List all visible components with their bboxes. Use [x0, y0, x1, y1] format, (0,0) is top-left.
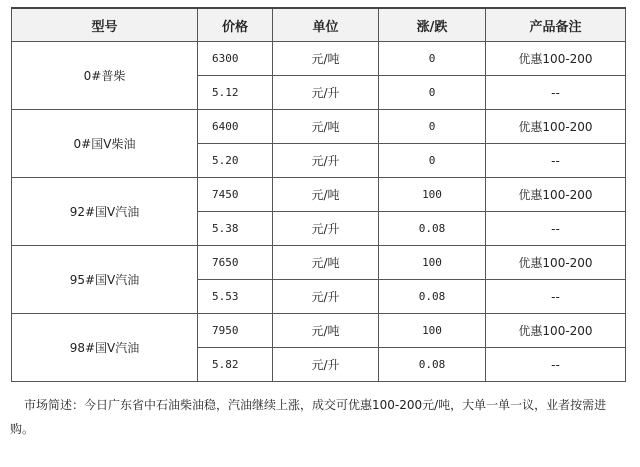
- cell-note: 优惠100-200: [486, 178, 626, 212]
- cell-note: --: [486, 76, 626, 110]
- market-summary: 市场简述：今日广东省中石油柴油稳，汽油继续上涨，成交可优惠100-200元/吨，大单一单一议，业者按需进购。: [10, 398, 607, 436]
- cell-unit: 元/吨: [273, 42, 379, 76]
- cell-price: 7450: [198, 178, 273, 212]
- cell-unit: 元/升: [273, 212, 379, 246]
- cell-model: 98#国V汽油: [12, 314, 198, 382]
- header-model: 型号: [12, 8, 198, 42]
- table-row: [12, 42, 626, 76]
- cell-unit: 元/吨: [273, 314, 379, 348]
- cell-change: 0: [379, 144, 486, 178]
- cell-unit: 元/升: [273, 348, 379, 382]
- cell-note: 优惠100-200: [486, 110, 626, 144]
- cell-price: 6300: [198, 42, 273, 76]
- table-row: [12, 246, 626, 280]
- cell-price: 5.38: [198, 212, 273, 246]
- cell-note: 优惠100-200: [486, 246, 626, 280]
- cell-model: 92#国V汽油: [12, 178, 198, 246]
- cell-price: 5.82: [198, 348, 273, 382]
- cell-note: 优惠100-200: [486, 42, 626, 76]
- cell-note: --: [486, 144, 626, 178]
- cell-note: --: [486, 212, 626, 246]
- price-table: [11, 7, 626, 382]
- cell-unit: 元/升: [273, 144, 379, 178]
- cell-model: 0#普柴: [12, 42, 198, 110]
- header-change: 涨/跌: [379, 8, 486, 42]
- cell-unit: 元/吨: [273, 246, 379, 280]
- cell-unit: 元/吨: [273, 178, 379, 212]
- cell-price: 6400: [198, 110, 273, 144]
- table-row: [12, 110, 626, 144]
- cell-price: 7650: [198, 246, 273, 280]
- cell-change: 100: [379, 178, 486, 212]
- cell-note: --: [486, 348, 626, 382]
- cell-change: 100: [379, 246, 486, 280]
- cell-price: 5.53: [198, 280, 273, 314]
- cell-note: 优惠100-200: [486, 314, 626, 348]
- cell-change: 0.08: [379, 212, 486, 246]
- header-row: [12, 8, 626, 42]
- cell-change: 0: [379, 42, 486, 76]
- cell-unit: 元/升: [273, 280, 379, 314]
- table-header: [12, 8, 626, 42]
- cell-model: 0#国V柴油: [12, 110, 198, 178]
- cell-price: 5.20: [198, 144, 273, 178]
- cell-change: 0: [379, 110, 486, 144]
- cell-change: 0.08: [379, 348, 486, 382]
- cell-unit: 元/升: [273, 76, 379, 110]
- cell-change: 0: [379, 76, 486, 110]
- cell-unit: 元/吨: [273, 110, 379, 144]
- cell-model: 95#国V汽油: [12, 246, 198, 314]
- cell-change: 100: [379, 314, 486, 348]
- header-unit: 单位: [273, 8, 379, 42]
- cell-change: 0.08: [379, 280, 486, 314]
- table-row: [12, 314, 626, 348]
- table-row: [12, 178, 626, 212]
- cell-price: 7950: [198, 314, 273, 348]
- header-price: 价格: [198, 8, 273, 42]
- header-note: 产品备注: [486, 8, 626, 42]
- table-body: [12, 42, 626, 382]
- cell-note: --: [486, 280, 626, 314]
- cell-price: 5.12: [198, 76, 273, 110]
